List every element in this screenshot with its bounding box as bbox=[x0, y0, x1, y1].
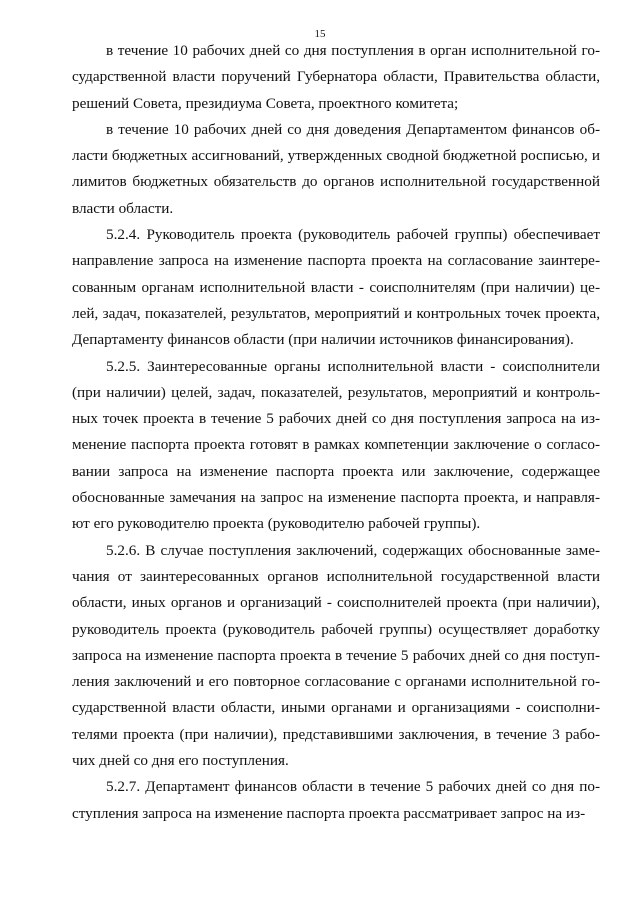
body-text bbox=[72, 38, 600, 827]
paragraph-5-2-4: 5.2.4. Руководитель проекта (руководитель рабочей группы) обеспечивает направление запроса на изменение паспорта проекта на согласование заинтересованным органам исполнительной власти - соисполнителям (при наличии) целей, задач, показателей, результатов, мероприятий и контрольных точек проекта, Департаменту финансов области (при наличии источников финансирования). bbox=[72, 226, 600, 349]
page-number: 15 bbox=[314, 28, 326, 40]
paragraph-5-2-5: 5.2.5. Заинтересованные органы исполнительной власти - соисполнители (при наличии) целей, задач, показателей, результатов, мероприятий и контрольных точек проекта в течение 5 рабочих дней со дня поступления запроса на изменение паспорта проекта готовят в рамках компетенции заключение о согласовании запроса на изменение паспорта проекта или заключение, содержащее обоснованные замечания на запрос на изменение паспорта проекта, и направляют его руководителю проекта (руководителю рабочей группы). bbox=[72, 357, 600, 533]
paragraph-deadline-budget: в течение 10 рабочих дней со дня доведения Департаментом финансов области бюджетных ассигнований, утвержденных сводной бюджетной росписью, и лимитов бюджетных обязательств до органов исполнительной государственной власти области. bbox=[72, 120, 600, 217]
paragraph-deadline-instructions: в течение 10 рабочих дней со дня поступления в орган исполнительной государственной власти поручений Губернатора области, Правительства области, решений Совета, президиума Совета, проектного комитета; bbox=[72, 42, 600, 112]
paragraph-5-2-6: 5.2.6. В случае поступления заключений, содержащих обоснованные замечания от заинтересованных органов исполнительной государственной власти области, иных органов и организаций - соисполнителей проекта (при наличии), руководитель проекта (руководитель рабочей группы) осуществляет доработку запроса на изменение паспорта проекта в течение 5 рабочих дней со дня поступления заключений и его повторное согласование с органами исполнительной государственной власти области, иными органами и организациями - соисполнителями проекта (при наличии), представившими заключения, в течение 3 рабочих дней со дня его поступления. bbox=[72, 541, 600, 770]
paragraph-5-2-7: 5.2.7. Департамент финансов области в течение 5 рабочих дней со дня поступления запроса на изменение паспорта проекта рассматривает запрос на из- bbox=[72, 778, 600, 822]
